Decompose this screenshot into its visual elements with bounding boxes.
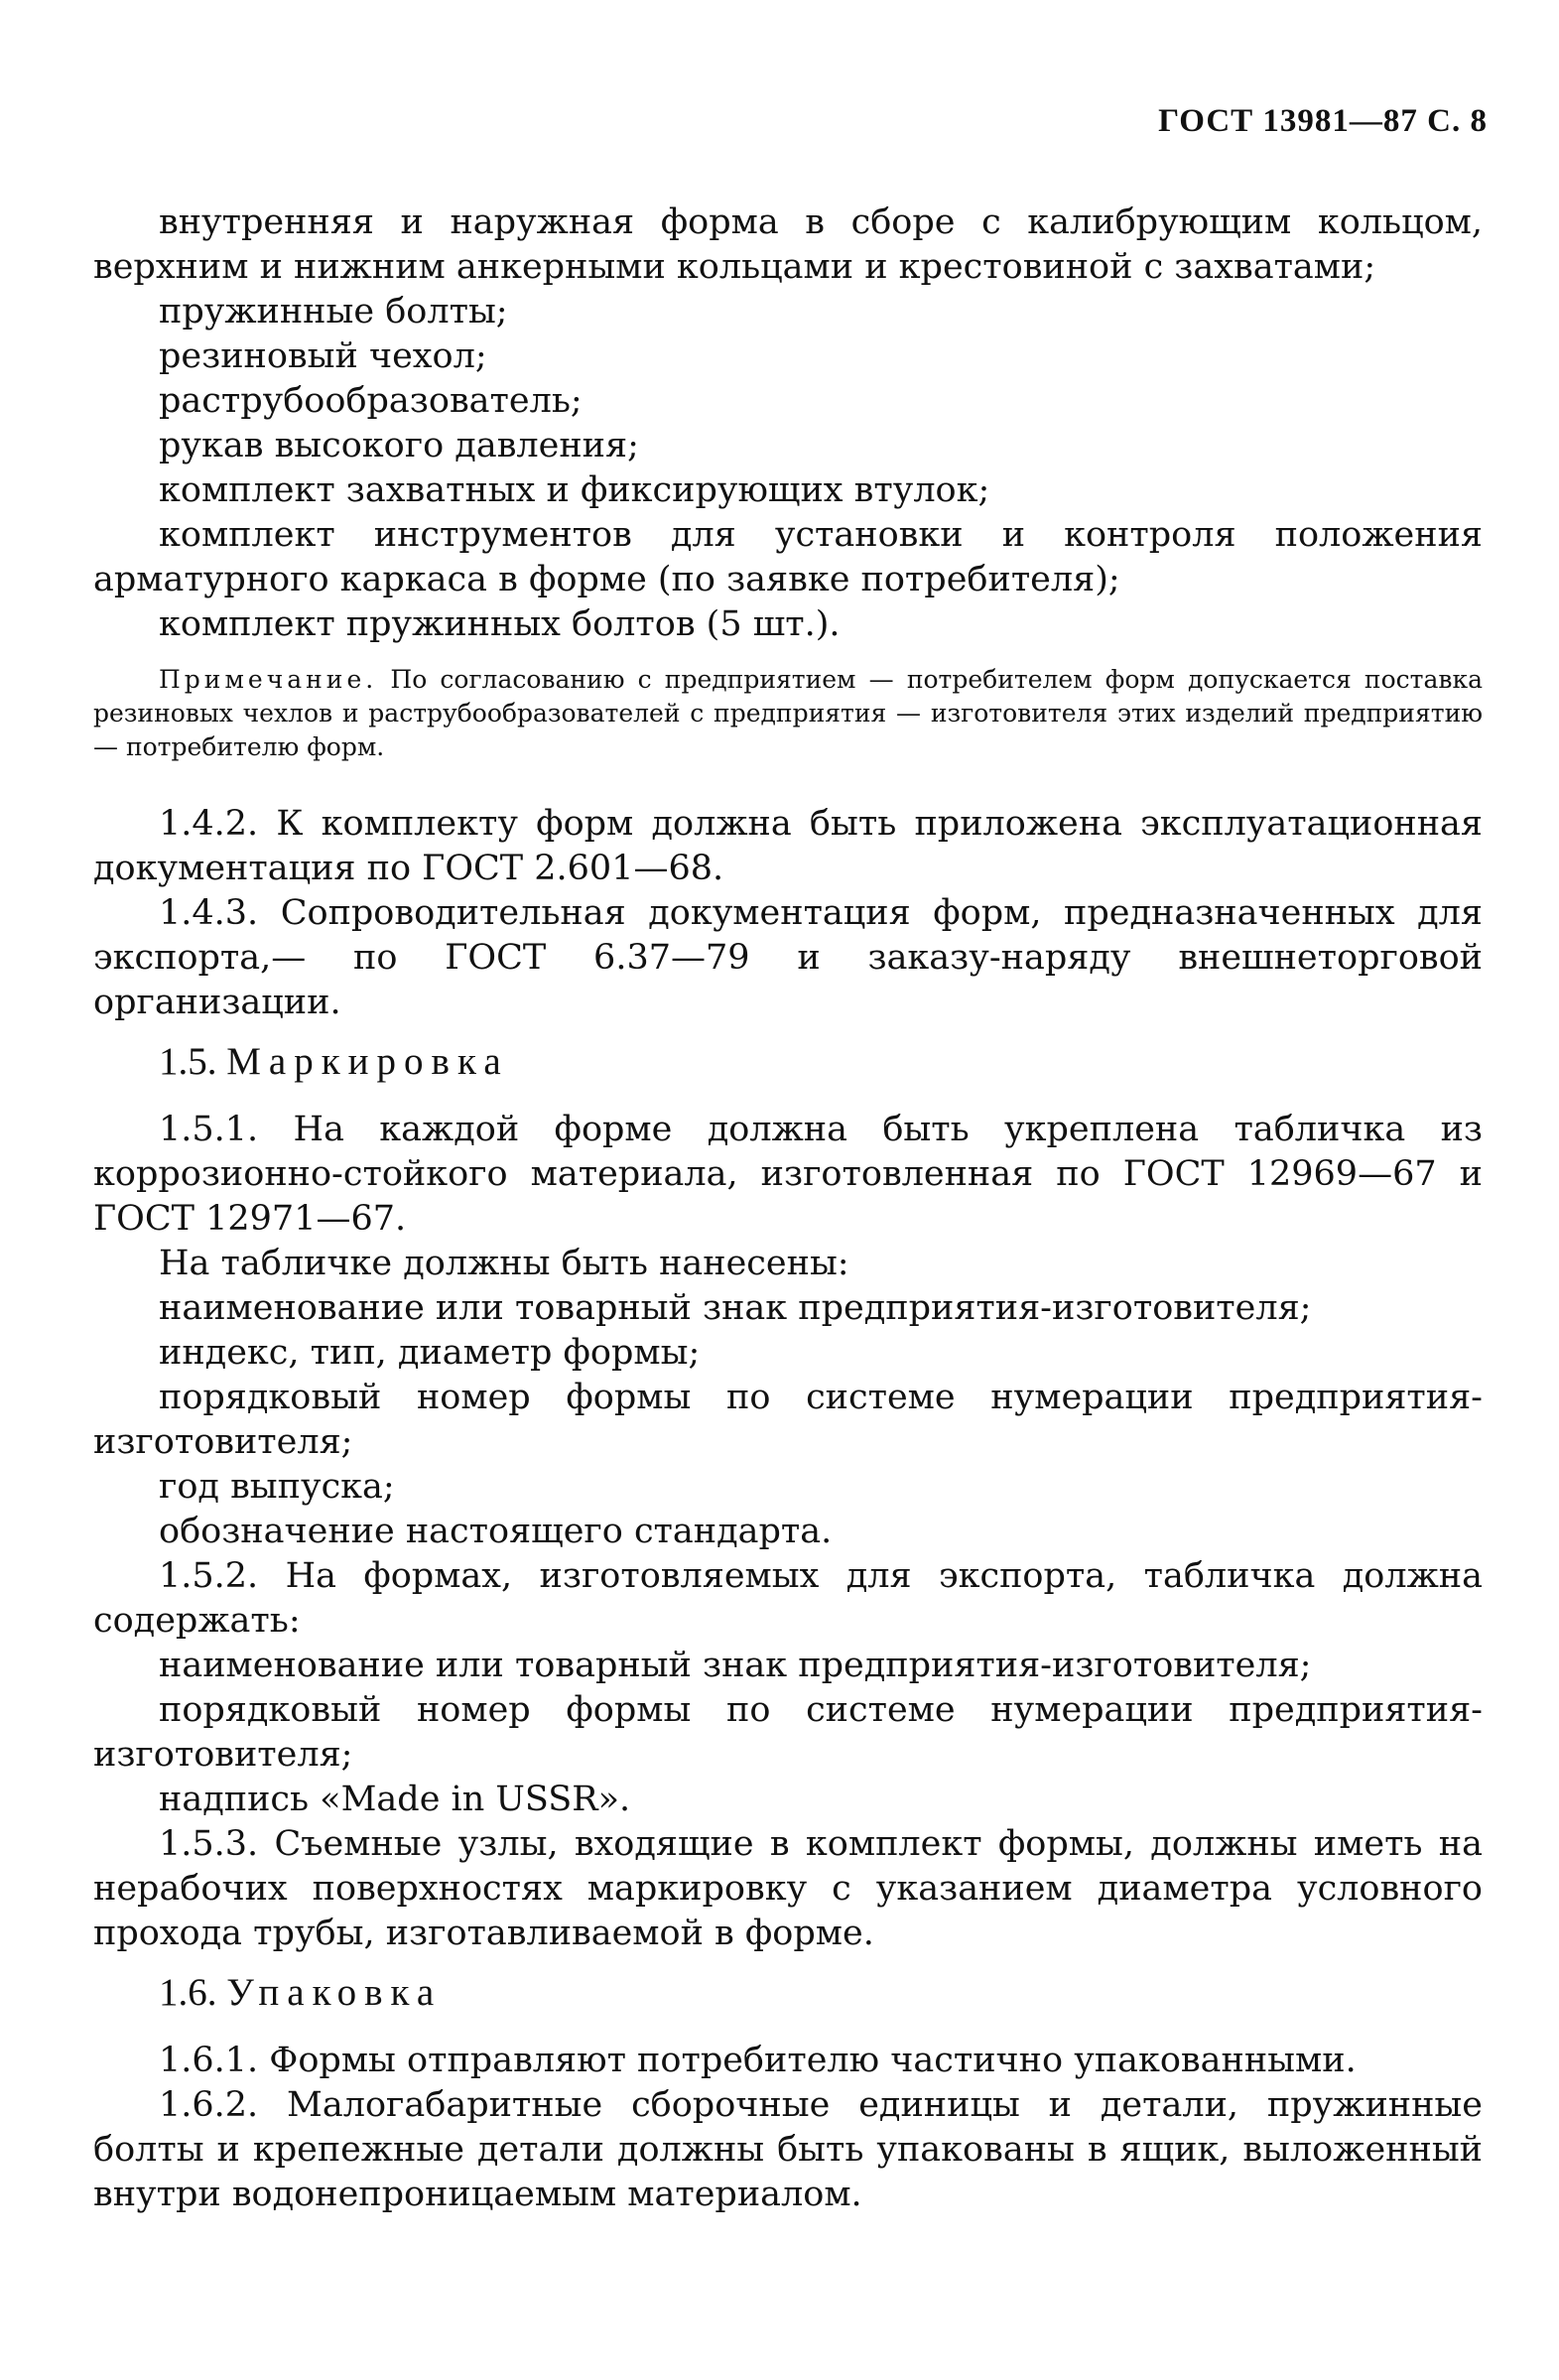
clause-1-4-2: 1.4.2. К комплекту форм должна быть приложена эксплуатационная документация по ГОСТ 2.601—68. [93,804,1483,888]
note-label: Примечание. [159,665,378,694]
note-text: По согласованию с предприятием — потребителем форм допускается поставка резиновых чехлов и раструбообразователей с предприятия — изготовителя этих изделий предприятию — потребителю форм. [93,665,1483,761]
clause-1-5-2: 1.5.2. На формах, изготовляемых для экспорта, табличка должна содержать: [93,1556,1483,1641]
list-item: наименование или товарный знак предприятия-изготовителя; [159,1646,1312,1685]
section-heading-marking [93,1039,1483,1084]
section-number: 1.6. [159,1971,217,2014]
list-item: год выпуска; [159,1467,395,1507]
list-item: рукав высокого давления; [159,426,639,465]
clause-1-6-2: 1.6.2. Малогабаритные сборочные единицы и детали, пружинные болты и крепежные детали должны быть упакованы в ящик, выложенный внутри водонепроницаемым материалом. [93,2085,1483,2214]
list-item: наименование или товарный знак предприятия-изготовителя; [159,1288,1312,1328]
list-item: комплект захватных и фиксирующих втулок; [159,470,990,510]
clause-1-5-1: 1.5.1. На каждой форме должна быть укреплена табличка из коррозионно-стойкого материала, изготовленная по ГОСТ 12969—67 и ГОСТ 12971—67. [93,1110,1483,1239]
clause-1-4-3: 1.4.3. Сопроводительная документация форм, предназначенных для экспорта,— по ГОСТ 6.37—79 и заказу-наряду внешнеторговой организации. [93,893,1483,1022]
list-item: пружинные болты; [159,292,508,331]
list-item: порядковый номер формы по системе нумерации предприятия-изготовителя; [93,1378,1483,1462]
running-header: ГОСТ 13981—87 С. 8 [1158,103,1488,139]
plate-intro: На табличке должны быть нанесены: [159,1244,849,1283]
kit-list [93,200,1483,647]
list-item: надпись «Made in USSR». [159,1780,631,1819]
section-heading-packing [93,1970,1483,2015]
list-item: раструбообразователь; [159,381,583,421]
list-item: внутренняя и наружная форма в сборе с калибрующим кольцом, верхним и нижним анкерными кольцами и крестовиной с захватами; [93,202,1483,287]
clause-1-5-3: 1.5.3. Съемные узлы, входящие в комплект формы, должны иметь на нерабочих поверхностях маркировку с указанием диаметра условного прохода трубы, изготавливаемой в форме. [93,1824,1483,1953]
list-item: комплект инструментов для установки и контроля положения арматурного каркаса в форме (по заявке потребителя); [93,515,1483,599]
list-item: комплект пружинных болтов (5 шт.). [159,604,841,644]
note [93,663,1483,764]
section-number: 1.5. [159,1040,217,1083]
section-title: Упаковка [226,1971,443,2014]
list-item: индекс, тип, диаметр формы; [159,1333,701,1373]
document-body [93,200,1483,2217]
list-item: порядковый номер формы по системе нумерации предприятия-изготовителя; [93,1690,1483,1775]
list-item: резиновый чехол; [159,336,487,376]
list-item: обозначение настоящего стандарта. [159,1512,833,1551]
section-title: Маркировка [226,1040,509,1083]
clause-1-6-1: 1.6.1. Формы отправляют потребителю частично упакованными. [159,2041,1357,2080]
